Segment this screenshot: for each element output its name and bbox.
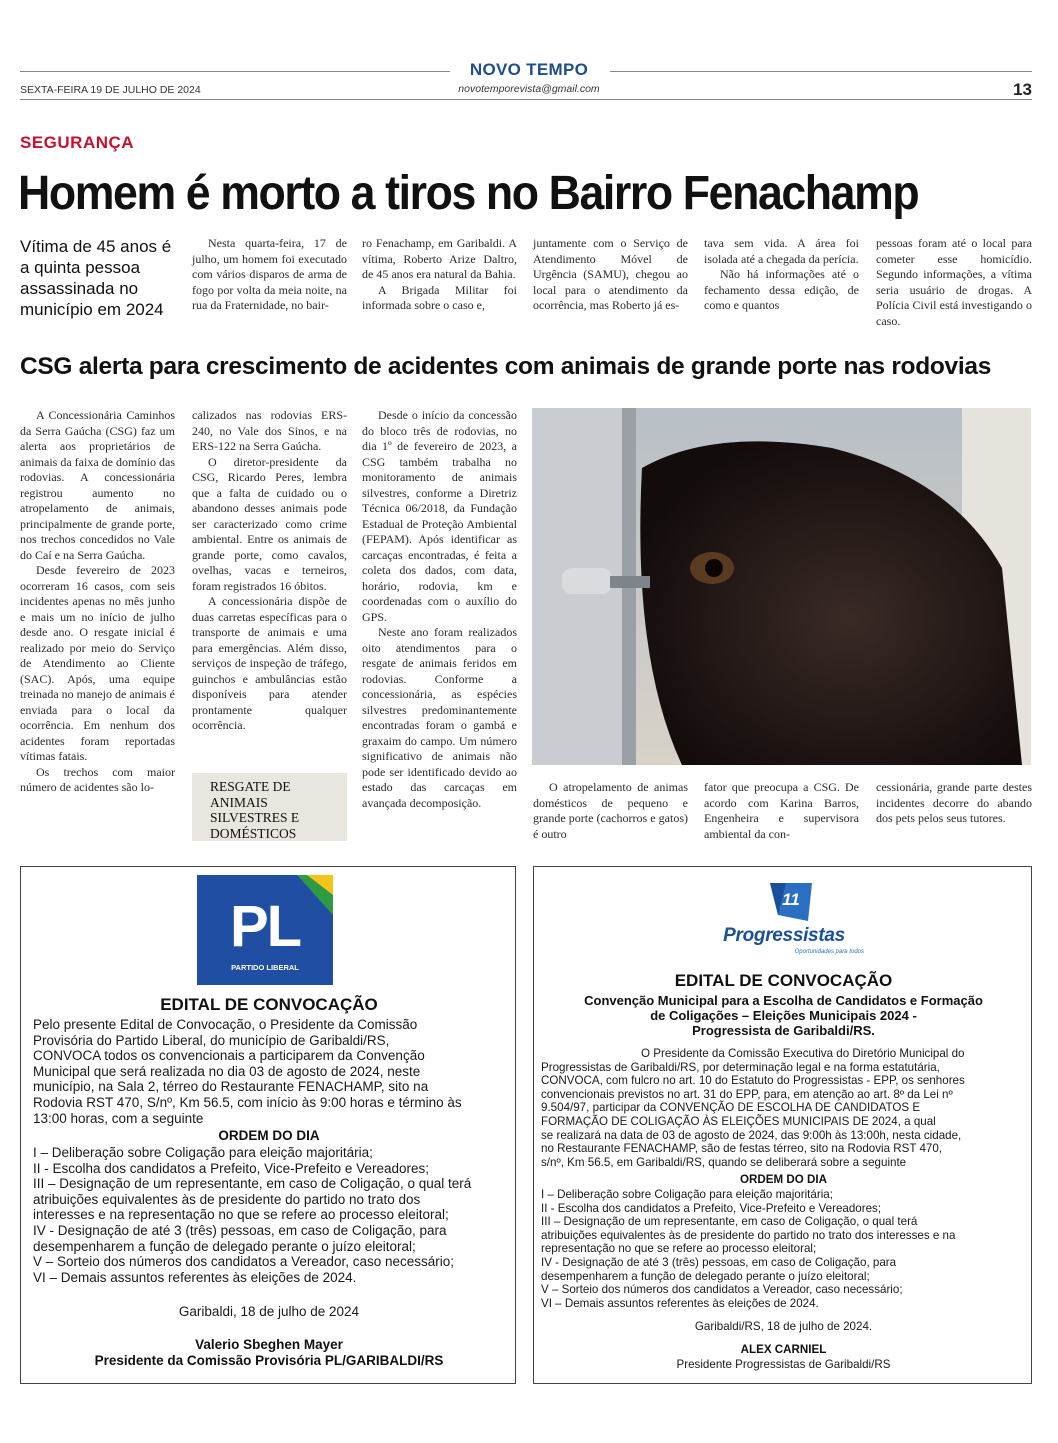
progressistas-intro-line: 9.504/97, participar da CONVENÇÃO DE ESCOLHA DE CANDIDATOS E — [541, 1101, 921, 1115]
article2-paragraph: Desde fevereiro de 2023 ocorreram 16 casos, com seis incidentes apenas no mês junho e mais um no início de julho desde ano. O resgate inicial é realizado por meio do Serviço de Atendimento ao Cliente (SAC). Após, uma equipe treinada no manejo de animais é enviada para o local da ocorrência. Em nenhum dos acidentes foram reportadas vítimas fatais. — [20, 563, 175, 763]
issue-date: SEXTA-FEIRA 19 DE JULHO DE 2024 — [20, 84, 201, 96]
pl-agenda-item: IV - Designação de até 3 (três) pessoas, em caso de Coligação, para — [33, 1222, 447, 1238]
pl-agenda-item: atribuições equivalentes às de presidente do partido no trato dos — [33, 1191, 421, 1207]
progressistas-agenda-item: VI – Demais assuntos referentes às eleições de 2024. — [541, 1296, 819, 1310]
article2-paragraph: calizados nas rodovias ERS-240, no Vale dos Sinos, e na ERS-122 na Serra Gaúcha. — [192, 408, 347, 453]
progressistas-logo — [704, 879, 864, 957]
progressistas-subtitle-line: de Coligações – Eleições Municipais 2024 - — [650, 1008, 917, 1023]
photo-text-column-2 — [704, 780, 859, 842]
article1-headline: Homem é morto a tiros no Bairro Fenachamp — [18, 167, 919, 220]
pl-agenda-item: I – Deliberação sobre Coligação para eleição majoritária; — [33, 1145, 373, 1160]
article1-column-3 — [533, 236, 688, 314]
progressistas-notice — [533, 866, 1032, 1384]
page-number: 13 — [1013, 80, 1032, 99]
progressistas-agenda-item: II - Escolha dos candidatos a Prefeito, Vice-Prefeito e Vereadores; — [541, 1201, 882, 1215]
header-rule-bottom — [20, 99, 1032, 100]
article2-paragraph: Os trechos com maior número de acidentes são lo- — [20, 764, 175, 794]
pl-intro-line: Provisória do Partido Liberal, do município de Garibaldi/RS, — [33, 1032, 390, 1048]
article1-deck: Vítima de 45 anos é a quinta pessoa assassinada no município em 2024 — [20, 237, 172, 319]
photo-text-column-1 — [533, 780, 688, 842]
pl-agenda-list — [33, 1145, 505, 1285]
progressistas-signer-title: Presidente Progressistas de Garibaldi/RS — [676, 1358, 891, 1371]
progressistas-agenda-title: ORDEM DO DIA — [740, 1173, 827, 1186]
article2-paragraph: fator que preocupa a CSG. De acordo com Karina Barros, Engenheira e supervisora ambiental da con- — [704, 780, 859, 841]
progressistas-intro-line: Progressistas de Garibaldi/RS, por determinação legal e na forma estatutária, — [541, 1060, 940, 1074]
pl-signer: Valerio Sbeghen Mayer — [195, 1337, 343, 1352]
article2-paragraph: O atropelamento de animas domésticos de pequeno e grande porte (cachorros e gatos) é outro — [533, 780, 688, 841]
progressistas-intro-line: CONVOCA, com fulcro no art. 10 do Estatuto do Progressistas - EPP, os senhores — [541, 1074, 965, 1088]
pl-agenda-item: V – Sorteio dos números dos candidatos a Vereador, caso necessário; — [33, 1254, 455, 1270]
pull-quote: RESGATE DE ANIMAIS SILVESTRES E DOMÉSTICOS — [192, 773, 347, 841]
progressistas-agenda-item: atribuições equivalentes às de presidente do partido no trato dos interesses e na — [541, 1228, 956, 1242]
progressistas-subtitle-line: Progressista de Garibaldi/RS. — [692, 1023, 875, 1038]
progressistas-place-date: Garibaldi/RS, 18 de julho de 2024. — [694, 1320, 873, 1333]
pl-agenda-item: III – Designação de um representante, em caso de Coligação, o qual terá — [33, 1176, 472, 1192]
newspaper-email[interactable]: novotemporevista@gmail.com — [458, 83, 600, 95]
progressistas-logo-name: Progressistas — [723, 925, 845, 946]
pl-notice-intro — [33, 1017, 505, 1126]
progressistas-agenda-item: V – Sorteio dos números dos candidatos a Vereador, caso necessário; — [541, 1283, 903, 1297]
article2-paragraph: O diretor-presidente da CSG, Ricardo Peres, lembra que a falta de cuidado ou o abandono desses animais pode ser caracterizado como crime ambiental. Entre os animais de grande porte, como cavalos, ovelhas, vacas e terneiros, foram registrados 16 óbitos. — [192, 454, 347, 593]
pl-intro-line: município, na Sala 2, térreo do Restaurante FENACHAMP, sito na — [33, 1079, 429, 1095]
progressistas-agenda-list — [541, 1188, 1027, 1310]
progressistas-signer: ALEX CARNIEL — [740, 1343, 827, 1356]
progressistas-intro-line: FORMAÇÃO DE COLIGAÇÃO ÀS ELEIÇÕES MUNICIPAIS DE 2024, a qual — [541, 1114, 936, 1128]
progressistas-notice-subtitle — [534, 993, 1033, 1038]
pl-agenda-item: interesses e na representação no que se refere ao processo eleitoral; — [33, 1207, 449, 1223]
progressistas-intro-line: convencionais previstos no art. 31 do EPP, para, em atenção ao art. 8º da Lei nº — [541, 1087, 953, 1101]
article1-paragraph: ro Fenachamp, em Garibaldi. A vítima, Roberto Arize Daltro, de 45 anos era natural da Bahia. — [362, 236, 517, 281]
progressistas-agenda-item: III – Designação de um representante, em caso de Coligação, o qual terá — [541, 1215, 918, 1229]
progressistas-agenda-item: desempenharem a função de delegado perante o juízo eleitoral; — [541, 1269, 870, 1283]
pl-signer-title: Presidente da Comissão Provisória PL/GARIBALDI/RS — [94, 1353, 444, 1368]
article2-column-3 — [362, 408, 517, 811]
article1-column-2 — [362, 236, 517, 314]
progressistas-agenda-item: I – Deliberação sobre Coligação para eleição majoritária; — [541, 1188, 833, 1201]
article2-paragraph: Desde o início da concessão do bloco três de rodovias, no dia 1º de fevereiro de 2023, a CSG também trabalha no monitoramento de animais silvestres, conforme a Diretriz Técnica 06/2018, da Fundação Estadual de Proteção Ambiental (FEPAM). Após identificar as carcaças encontradas, é feita a coleta dos dados, com data, horário, rodovia, km e coordenadas com o auxílio do GPS. — [362, 408, 517, 624]
progressistas-intro-line: O Presidente da Comissão Executiva do Diretório Municipal do — [641, 1047, 965, 1060]
pl-agenda-item: VI – Demais assuntos referentes às eleições de 2024. — [33, 1269, 357, 1285]
article1-paragraph: juntamente com o Serviço de Atendimento Móvel de Urgência (SAMU), chegou ao local para o atendimento da ocorrência, mas Roberto já es- — [533, 236, 688, 312]
pl-logo-subtext: PARTIDO LIBERAL — [231, 963, 299, 972]
pl-intro-line: CONVOCA todos os convencionais a participarem da Convenção — [33, 1048, 425, 1064]
pl-intro-line: 13:00 horas, com a seguinte — [33, 1110, 204, 1126]
progressistas-notice-intro — [541, 1047, 1027, 1169]
pl-logo — [197, 875, 333, 985]
article2-paragraph: cessionária, grande parte destes incidentes decorre do abando dos pets pelos seus tutores. — [876, 780, 1032, 825]
pl-intro-line: Pelo presente Edital de Convocação, o Presidente da Comissão — [33, 1017, 418, 1032]
progressistas-agenda-item: IV - Designação de até 3 (três) pessoas, em caso de Coligação, para — [541, 1255, 897, 1269]
horse-photo-image — [532, 408, 1031, 765]
progressistas-agenda-item: representação no que se refere ao processo eleitoral; — [541, 1242, 817, 1256]
article2-column-2 — [192, 408, 347, 734]
photo-text-column-3 — [876, 780, 1032, 827]
newspaper-brand: NOVO TEMPO — [469, 60, 589, 79]
pl-logo-letters: PL — [229, 894, 301, 959]
article2-paragraph: A Concessionária Caminhos da Serra Gaúcha (CSG) faz um alerta aos proprietários de animais da faixa de domínio das rodovias. A concessionária registrou aumento no atropelamento de animais, principalmente de grande porte, nos trechos concedidos no Vale do Caí e na Serra Gaúcha. — [20, 408, 175, 562]
progressistas-logo-tagline: Oportunidades para todos — [794, 949, 864, 955]
article1-paragraph: A Brigada Militar foi informada sobre o caso e, — [362, 282, 517, 312]
article1-paragraph: Nesta quarta-feira, 17 de julho, um homem foi executado com vários disparos de arma de fogo por volta da meia noite, na rua da Fraternidade, no bair- — [192, 236, 347, 312]
progressistas-intro-line: no Restaurante FENACHAMP, são de festas térreo, sito na Rodovia RST 470, — [541, 1142, 943, 1156]
article1-paragraph: pessoas foram até o local para cometer esse homicídio. Segundo informações, a vítima seria usuário de drogas. A Polícia Civil está investigando o caso. — [876, 236, 1032, 328]
progressistas-subtitle-line: Convenção Municipal para a Escolha de Candidatos e Formação — [584, 993, 983, 1008]
horse-photo — [532, 408, 1031, 765]
pl-intro-line: Municipal que será realizada no dia 03 de agosto de 2024, neste — [33, 1063, 421, 1079]
progressistas-intro-line: s/nº, Km 56.5, em Garibaldi/RS, quando se deliberará sobre a seguinte — [541, 1155, 907, 1169]
pl-agenda-title: ORDEM DO DIA — [218, 1128, 320, 1143]
progressistas-logo-number: 11 — [782, 890, 800, 909]
article1-paragraph: tava sem vida. A área foi isolada até a chegada da perícia. — [704, 236, 859, 266]
pl-notice-title: EDITAL DE CONVOCAÇÃO — [160, 995, 378, 1014]
article2-paragraph: A concessionária dispõe de duas carretas específicas para o transporte de animais e uma para emergências. Além disso, serviços de inspeção de tráfego, guinchos e ambulâncias estão disponíveis para atender prontamente qualquer ocorrência. — [192, 594, 347, 732]
article2-headline: CSG alerta para crescimento de acidentes com animais de grande porte nas rodovias — [20, 353, 992, 380]
article1-column-4 — [704, 236, 859, 314]
progressistas-notice-title: EDITAL DE CONVOCAÇÃO — [674, 971, 893, 990]
article1-column-5 — [876, 236, 1032, 329]
pl-place-date: Garibaldi, 18 de julho de 2024 — [178, 1304, 360, 1319]
pl-agenda-item: desempenharem a função de delegado perante o juízo eleitoral; — [33, 1238, 416, 1254]
article1-paragraph: Não há informações até o fechamento dessa edição, de como e quantos — [704, 267, 859, 312]
pl-notice — [20, 866, 516, 1384]
article1-column-1 — [192, 236, 347, 314]
article2-column-1 — [20, 408, 175, 796]
progressistas-intro-line: se realizará na data de 03 de agosto de 2024, das 9:00h às 13:00h, nesta cidade, — [541, 1128, 962, 1142]
pl-intro-line: Rodovia RST 470, S/nº, Km 56.5, com início às 9:00 horas e término às — [33, 1094, 462, 1110]
section-label: SEGURANÇA — [20, 133, 135, 152]
pl-agenda-item: II - Escolha dos candidatos a Prefeito, Vice-Prefeito e Vereadores; — [33, 1160, 429, 1176]
article2-paragraph: Neste ano foram realizados oito atendimentos para o resgate de animais feridos em rodovias. Conforme a concessionária, as espécies silvestres predominantemente encontradas foram o gambá e graxaim do campo. Um número significativo de animais não pode ser identificado devido ao estado das carcaças em avançada decomposição. — [362, 625, 517, 810]
